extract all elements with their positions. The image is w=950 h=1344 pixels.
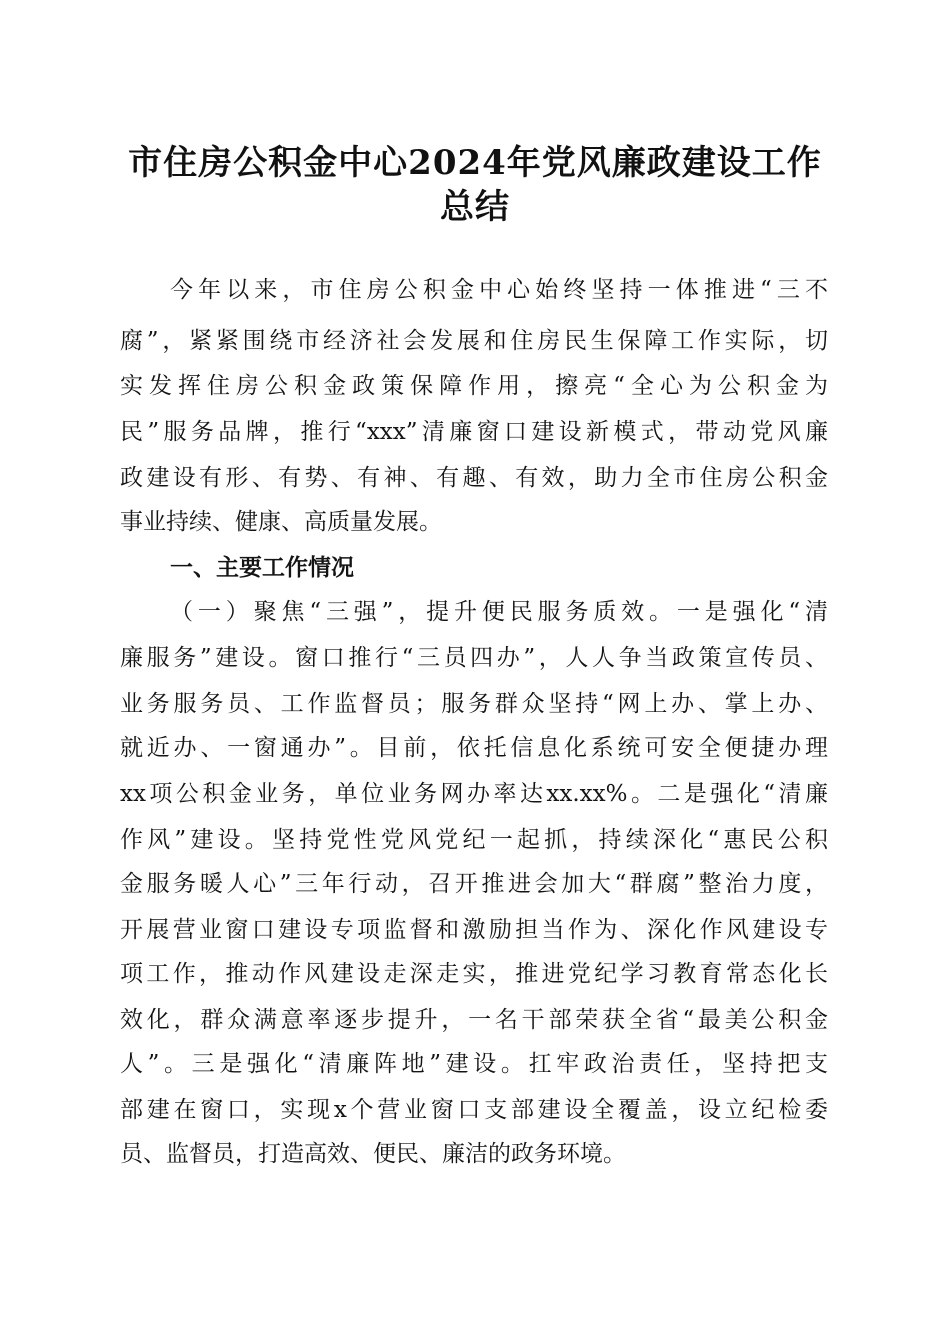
document-title-line-1: 市住房公积金中心2024年党风廉政建设工作 (128, 143, 822, 183)
paragraph-line: 廉服务”建设。窗口推行“三员四办”，人人争当政策宣传员、 (120, 645, 828, 671)
paragraph-line: 效化，群众满意率逐步提升，一名干部荣获全省“最美公积金 (120, 1007, 828, 1033)
paragraph-line: 金服务暖人心”三年行动，召开推进会加大“群腐”整治力度， (120, 871, 828, 897)
paragraph-line: 项工作，推动作风建设走深走实，推进党纪学习教育常态化长 (120, 961, 828, 987)
paragraph-line: 实发挥住房公积金政策保障作用，擦亮“全心为公积金为 (120, 373, 828, 399)
paragraph-line: 事业持续、健康、高质量发展。 (120, 509, 442, 535)
paragraph-line: 员、监督员，打造高效、便民、廉洁的政务环境。 (120, 1141, 626, 1167)
paragraph-line: 腐”，紧紧围绕市经济社会发展和住房民生保障工作实际，切 (120, 328, 828, 354)
paragraph-line: 今年以来，市住房公积金中心始终坚持一体推进“三不 (170, 277, 828, 303)
paragraph-line: xx项公积金业务，单位业务网办率达xx.xx%。二是强化“清廉 (120, 781, 828, 807)
paragraph-line: 政建设有形、有势、有神、有趣、有效，助力全市住房公积金 (120, 465, 828, 491)
paragraph-line: 作风”建设。坚持党性党风党纪一起抓，持续深化“惠民公积 (120, 827, 828, 853)
document-title-line-2: 总结 (440, 187, 510, 227)
paragraph-line: 部建在窗口，实现x个营业窗口支部建设全覆盖，设立纪检委 (120, 1097, 828, 1123)
section-heading: 一、主要工作情况 (170, 555, 354, 581)
paragraph-line: 开展营业窗口建设专项监督和激励担当作为、深化作风建设专 (120, 917, 828, 943)
paragraph-line: （一）聚焦“三强”，提升便民服务质效。一是强化“清 (170, 599, 828, 625)
paragraph-line: 就近办、一窗通办”。目前，依托信息化系统可安全便捷办理 (120, 735, 828, 761)
paragraph-line: 民”服务品牌，推行“xxx”清廉窗口建设新模式，带动党风廉 (120, 419, 828, 445)
paragraph-line: 业务服务员、工作监督员；服务群众坚持“网上办、掌上办、 (120, 691, 828, 717)
paragraph-line: 人”。三是强化“清廉阵地”建设。扛牢政治责任，坚持把支 (120, 1051, 828, 1077)
